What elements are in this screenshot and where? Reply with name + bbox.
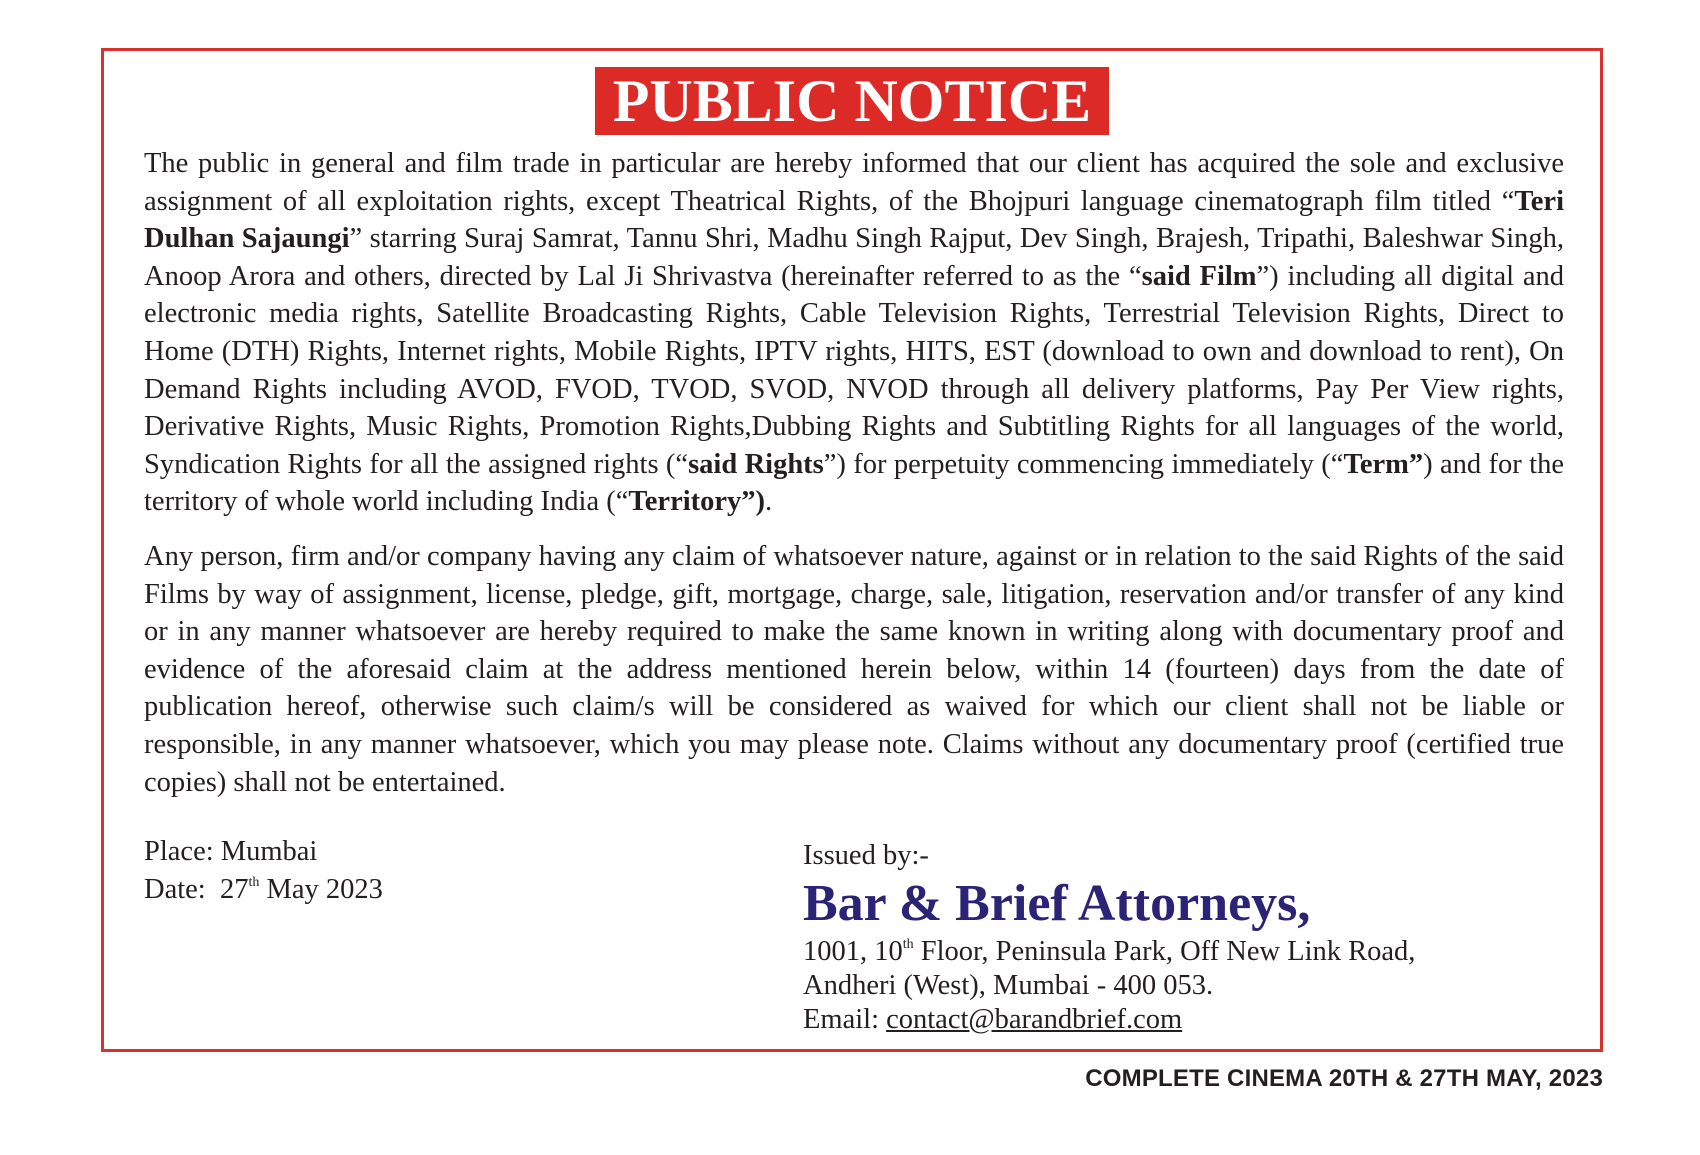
notice-paragraph-1 [144,145,1564,521]
firm-name: Bar & Brief Attorneys, [803,875,1311,932]
notice-title: PUBLIC NOTICE [595,67,1109,135]
para1-text-6: . [765,486,773,518]
place-value: Mumbai [220,836,318,867]
film-title: Teri Dulhan Sajaungi [144,185,1564,255]
date-suffix: th [248,874,260,890]
email-link[interactable]: contact@barandbrief.com [886,1004,1183,1035]
para1-text-5: ) and for the territory of whole world including India (“ [144,448,1564,518]
date-label: Date: [144,874,206,905]
address-floor-suffix: th [902,936,914,952]
title-wrap [104,67,1600,135]
issuer-block [803,839,1415,1037]
term-term: Term” [1343,448,1424,480]
address-line-2: Andheri (West), Mumbai - 400 053. [803,970,1214,1001]
para1-text-2: ” starring Suraj Samrat, Tannu Shri, Madhu Singh Rajput, Dev Singh, Brajesh, Tripathi, Baleshwar Singh, Anoop Arora and others, directed by Lal Ji Shrivastva (hereinafter referred to as the “ [144,223,1564,292]
address-line-1-rest: Floor, Peninsula Park, Off New Link Road, [913,936,1416,967]
date-rest: May 2023 [266,874,383,905]
notice-frame [101,48,1603,1052]
notice-paragraph-2: Any person, firm and/or company having any claim of whatsoever nature, against or in relation to the said Rights of the said Films by way of assignment, license, pledge, gift, mortgage, charge, sale, litigation, reservation and/or transfer of any kind or in any manner whatsoever are hereby required to make the same known in writing along with documentary proof and evidence of the aforesaid claim at the address mentioned herein below, within 14 (fourteen) days from the date of publication hereof, otherwise such claim/s will be considered as waived for which our client shall not be liable or responsible, in any manner whatsoever, which you may please note. Claims without any documentary proof (certified true copies) shall not be entertained. [144,541,1564,798]
address-number: 1001, 10 [803,936,903,967]
email-label: Email: [803,1004,879,1035]
date-day: 27 [219,874,249,905]
territory-term: Territory”) [628,486,766,518]
para1-text-4: ”) for perpetuity commencing immediately (“ [823,448,1344,480]
date-line [144,871,383,909]
address-line-1 [803,935,1415,969]
para1-text-1: The public in general and film trade in particular are hereby informed that our client has acquired the sole and exclusive assignment of all exploitation rights, except Theatrical Rights, of the Bhojpuri language cinematograph film titled “ [144,148,1564,217]
publication-footer: COMPLETE CINEMA 20TH & 27TH MAY, 2023 [1085,1065,1603,1092]
email-line [803,1003,1415,1037]
said-rights-term: said Rights [688,448,824,480]
place-date-block [144,833,383,909]
place-line [144,833,383,871]
issued-by-label: Issued by:- [803,840,929,871]
place-label: Place: [144,836,214,867]
para1-text-3: ”) including all digital and electronic media rights, Satellite Broadcasting Rights, Cable Television Rights, Terrestrial Television Rights, Direct to Home (DTH) Rights, Internet rights, Mobile Rights, IPTV rights, HITS, EST (download to own and download to rent), On Demand Rights including AVOD, FVOD, TVOD, SVOD, NVOD through all delivery platforms, Pay Per View rights, Derivative Rights, Music Rights, Promotion Rights,Dubbing Rights and Subtitling Rights for all languages of the world, Syndication Rights for all the assigned rights (“ [144,260,1564,480]
said-film-term: said Film [1141,260,1257,292]
